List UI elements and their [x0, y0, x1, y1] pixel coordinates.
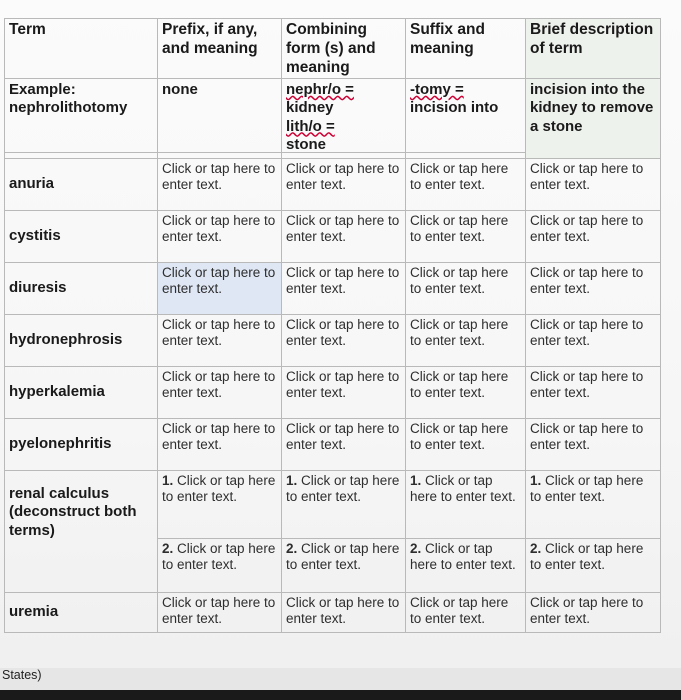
- term-renal-calculus: renal calculus (deconstruct both terms): [5, 471, 158, 593]
- combining-field[interactable]: Click or tap here to enter text.: [282, 315, 406, 367]
- combining-field[interactable]: Click or tap here to enter text.: [282, 419, 406, 471]
- item-number: 2.: [410, 541, 422, 556]
- item-text: Click or tap here to enter text.: [410, 541, 516, 573]
- table-row: [5, 159, 661, 211]
- item-text: Click or tap here to enter text.: [530, 541, 644, 573]
- example-suffix-2: incision into: [410, 99, 499, 117]
- item-number: 1.: [410, 473, 422, 488]
- suffix-field[interactable]: Click or tap here to enter text.: [406, 211, 526, 263]
- item-number: 1.: [286, 473, 298, 488]
- item-number: 1.: [162, 473, 174, 488]
- status-text: States): [2, 668, 42, 682]
- suffix-field[interactable]: Click or tap here to enter text.: [406, 315, 526, 367]
- description-field[interactable]: Click or tap here to enter text.: [526, 315, 661, 367]
- term-uremia: uremia: [5, 593, 158, 633]
- header-combining: Combining form (s) and meaning: [282, 19, 406, 153]
- description-field[interactable]: Click or tap here to enter text.: [526, 211, 661, 263]
- example-term: [5, 79, 158, 159]
- example-combining-4: stone: [286, 135, 327, 153]
- table-row: [5, 471, 661, 539]
- prefix-field[interactable]: Click or tap here to enter text.: [158, 263, 282, 315]
- combining-field-1[interactable]: [282, 471, 406, 539]
- item-number: 1.: [530, 473, 542, 488]
- example-word: nephrolithotomy: [9, 99, 128, 117]
- table-row: [5, 367, 661, 419]
- description-field-1[interactable]: [526, 471, 661, 539]
- prefix-field[interactable]: Click or tap here to enter text.: [158, 159, 282, 211]
- item-text: Click or tap here to enter text.: [410, 473, 516, 505]
- suffix-field[interactable]: Click or tap here to enter text.: [406, 263, 526, 315]
- screen-edge: [0, 690, 681, 700]
- suffix-field[interactable]: Click or tap here to enter text.: [406, 593, 526, 633]
- term-hydronephrosis: hydronephrosis: [5, 315, 158, 367]
- terms-body: [4, 78, 661, 633]
- description-field[interactable]: Click or tap here to enter text.: [526, 263, 661, 315]
- prefix-field[interactable]: Click or tap here to enter text.: [158, 211, 282, 263]
- example-combining: [282, 79, 406, 159]
- item-number: 2.: [162, 541, 174, 556]
- prefix-field-1[interactable]: [158, 471, 282, 539]
- item-text: Click or tap here to enter text.: [530, 473, 644, 505]
- example-combining-1: nephr/o =: [286, 81, 354, 98]
- description-field[interactable]: Click or tap here to enter text.: [526, 419, 661, 471]
- description-field[interactable]: Click or tap here to enter text.: [526, 367, 661, 419]
- header-description: Brief description of term: [526, 19, 661, 153]
- table-row: [5, 263, 661, 315]
- header-prefix: Prefix, if any, and meaning: [158, 19, 282, 153]
- term-diuresis: diuresis: [5, 263, 158, 315]
- example-suffix: [406, 79, 526, 159]
- header-term: Term: [5, 19, 158, 153]
- item-text: Click or tap here to enter text.: [162, 541, 276, 573]
- example-description: incision into the kidney to remove a stone: [526, 79, 661, 159]
- example-row: [5, 79, 661, 159]
- table-row: [5, 315, 661, 367]
- prefix-field[interactable]: Click or tap here to enter text.: [158, 419, 282, 471]
- term-hyperkalemia: hyperkalemia: [5, 367, 158, 419]
- suffix-field-2[interactable]: [406, 539, 526, 593]
- example-label: Example:: [9, 81, 76, 98]
- item-number: 2.: [530, 541, 542, 556]
- combining-field[interactable]: Click or tap here to enter text.: [282, 159, 406, 211]
- description-field[interactable]: Click or tap here to enter text.: [526, 593, 661, 633]
- prefix-field[interactable]: Click or tap here to enter text.: [158, 367, 282, 419]
- example-prefix: none: [158, 79, 282, 159]
- combining-field[interactable]: Click or tap here to enter text.: [282, 593, 406, 633]
- item-text: Click or tap here to enter text.: [286, 541, 400, 573]
- table-row: [5, 211, 661, 263]
- table-row: [5, 419, 661, 471]
- combining-field[interactable]: Click or tap here to enter text.: [282, 367, 406, 419]
- term-cystitis: cystitis: [5, 211, 158, 263]
- suffix-field[interactable]: Click or tap here to enter text.: [406, 159, 526, 211]
- header-suffix: Suffix and meaning: [406, 19, 526, 153]
- combining-field[interactable]: Click or tap here to enter text.: [282, 263, 406, 315]
- prefix-field[interactable]: Click or tap here to enter text.: [158, 315, 282, 367]
- example-suffix-1: -tomy =: [410, 81, 464, 98]
- combining-field[interactable]: Click or tap here to enter text.: [282, 211, 406, 263]
- example-combining-3: lith/o =: [286, 117, 335, 135]
- description-field[interactable]: Click or tap here to enter text.: [526, 159, 661, 211]
- term-anuria: anuria: [5, 159, 158, 211]
- suffix-field-1[interactable]: [406, 471, 526, 539]
- term-pyelonephritis: pyelonephritis: [5, 419, 158, 471]
- prefix-field-2[interactable]: [158, 539, 282, 593]
- example-combining-2: kidney: [286, 99, 334, 117]
- item-number: 2.: [286, 541, 298, 556]
- table-row: [5, 593, 661, 633]
- prefix-field[interactable]: Click or tap here to enter text.: [158, 593, 282, 633]
- item-text: Click or tap here to enter text.: [286, 473, 400, 505]
- description-field-2[interactable]: [526, 539, 661, 593]
- suffix-field[interactable]: Click or tap here to enter text.: [406, 419, 526, 471]
- item-text: Click or tap here to enter text.: [162, 473, 276, 505]
- combining-field-2[interactable]: [282, 539, 406, 593]
- suffix-field[interactable]: Click or tap here to enter text.: [406, 367, 526, 419]
